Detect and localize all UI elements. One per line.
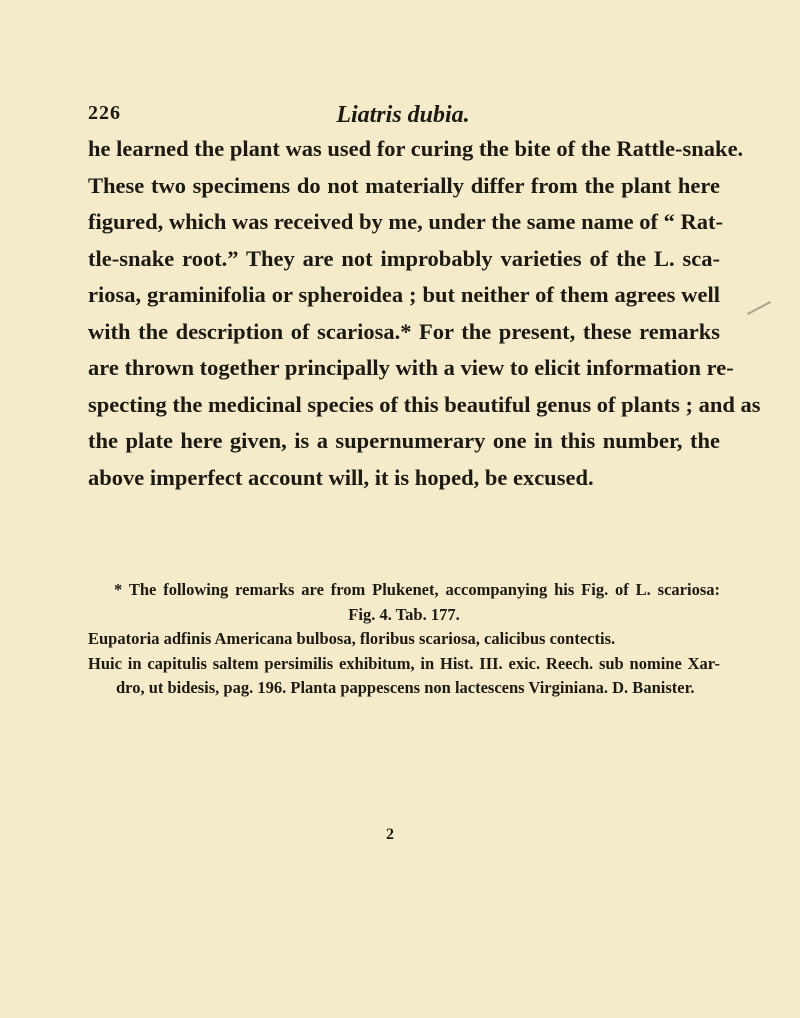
running-title: Liatris dubia. (336, 102, 470, 128)
body-line: These two specimens do not materially differ from the plant here (88, 172, 720, 198)
footnote-line: dro, ut bidesis, pag. 196. Planta pappescens non lactescens Virginiana. D. Banister. (116, 678, 695, 697)
body-line: above imperfect account will, it is hoped, be excused. (88, 464, 594, 490)
body-line: are thrown together principally with a view to elicit information re- (88, 355, 734, 380)
footnote-line: * The following remarks are from Plukenet, accompanying his Fig. of L. scariosa: (114, 580, 720, 599)
footnote-line: Fig. 4. Tab. 177. (348, 604, 460, 624)
page-number: 226 (88, 102, 121, 124)
body-line: specting the medicinal species of this beautiful genus of plants ; and as (88, 391, 761, 417)
body-line: with the description of scariosa.* For the present, these remarks (88, 318, 720, 344)
footnote-line: Eupatoria adfinis Americana bulbosa, floribus scariosa, calicibus contectis. (88, 629, 616, 648)
body-paragraph (88, 131, 761, 496)
footnote (88, 578, 720, 701)
footnote-line: Huic in capitulis saltem persimilis exhibitum, in Hist. III. exic. Reech. sub nomine Xar- (88, 653, 720, 673)
body-line: the plate here given, is a supernumerary one in this number, the (88, 428, 720, 453)
signature-mark: 2 (386, 826, 394, 843)
body-line: figured, which was received by me, under the same name of “ Rat- (88, 209, 723, 234)
running-head (88, 102, 718, 132)
body-line: tle-snake root.” They are not improbably varieties of the L. sca- (88, 245, 720, 271)
body-line: riosa, graminifolia or spheroidea ; but neither of them agrees well (88, 282, 720, 307)
body-line: he learned the plant was used for curing the bite of the Rattle-snake. (88, 136, 744, 161)
margin-mark (747, 301, 771, 315)
